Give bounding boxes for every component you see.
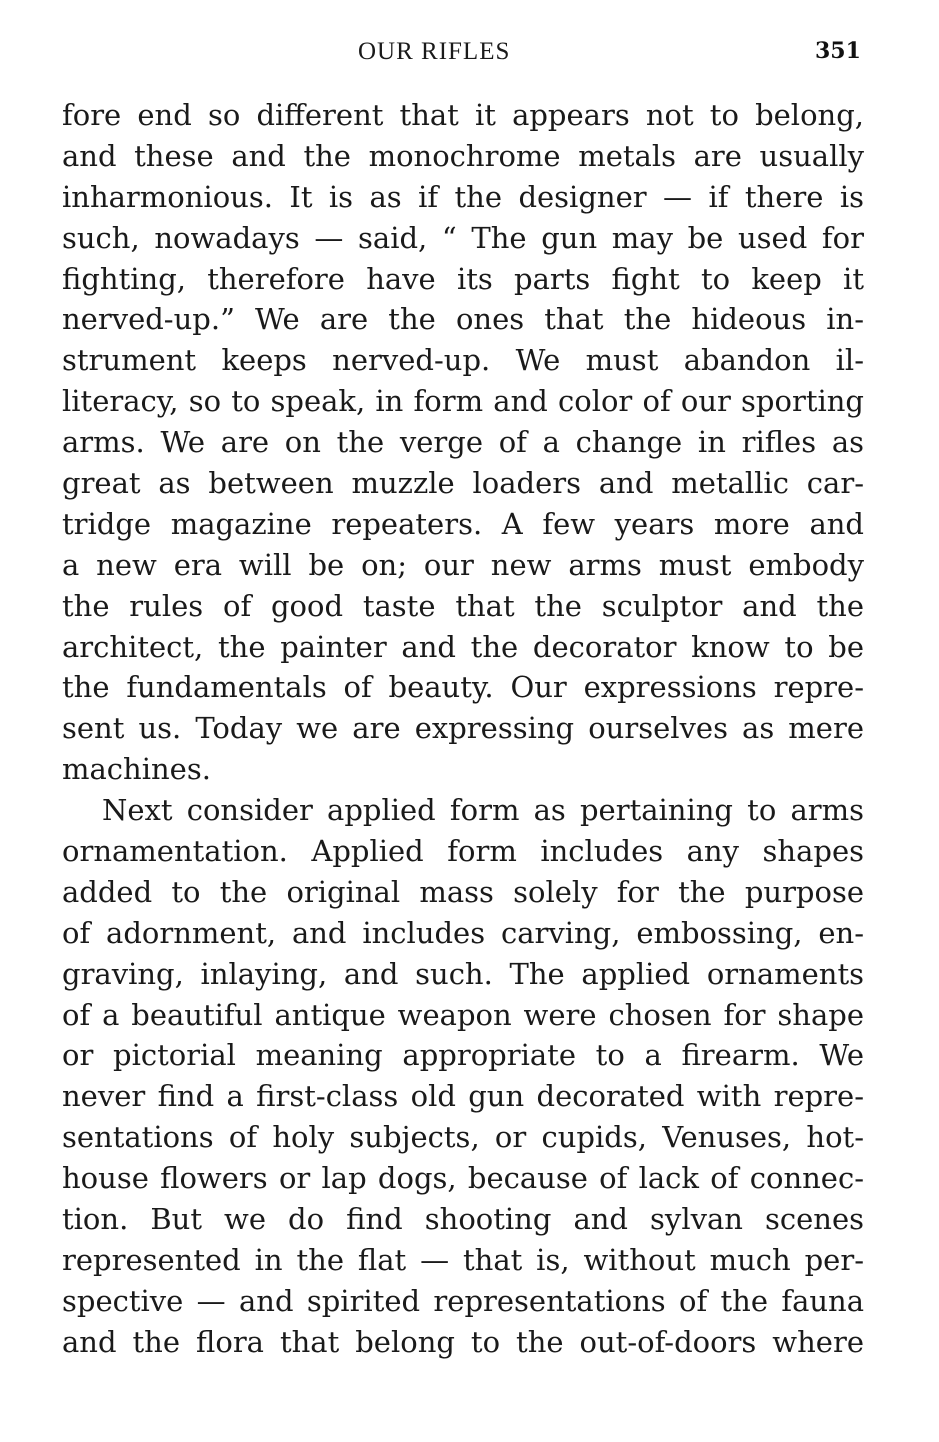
text-line: added to the original mass solely for the purpose: [62, 874, 864, 909]
text-line: fighting, therefore have its parts fight to keep it: [62, 261, 864, 296]
text-line: sentations of holy subjects, or cupids, Venuses, hot-: [62, 1120, 864, 1155]
text-line: strument keeps nerved-up. We must abandon il-: [62, 343, 864, 378]
text-line: and these and the monochrome metals are usually: [62, 138, 864, 173]
page-number: 351: [815, 38, 861, 64]
text-line: great as between muzzle loaders and metallic car-: [62, 466, 864, 501]
text-line: graving, inlaying, and such. The applied ornaments: [62, 956, 864, 991]
text-line: of a beautiful antique weapon were chosen for shape: [62, 997, 864, 1032]
text-line: and the flora that belong to the out-of-doors where: [62, 1324, 864, 1359]
text-line: nerved-up.” We are the ones that the hideous in-: [62, 302, 864, 337]
text-line: ornamentation. Applied form includes any shapes: [62, 834, 864, 869]
text-line: architect, the painter and the decorator know to be: [62, 629, 864, 664]
text-line: of adornment, and includes carving, embossing, en-: [62, 915, 864, 950]
text-line: the fundamentals of beauty. Our expressions repre-: [62, 670, 864, 705]
text-line: never find a first-class old gun decorated with repre-: [62, 1079, 864, 1114]
running-head: [0, 38, 939, 72]
text-line: spective — and spirited representations of the fauna: [62, 1283, 864, 1318]
text-line: represented in the flat — that is, without much per-: [62, 1242, 864, 1277]
paragraph: [62, 790, 864, 1362]
text-line: house flowers or lap dogs, because of lack of connec-: [62, 1161, 864, 1196]
body-text: [62, 95, 864, 1363]
text-line: a new era will be on; our new arms must embody: [62, 547, 864, 582]
text-line: sent us. Today we are expressing ourselves as mere: [62, 711, 864, 746]
text-line: the rules of good taste that the sculptor and the: [62, 588, 864, 623]
text-line: or pictorial meaning appropriate to a firearm. We: [62, 1038, 864, 1073]
text-line: literacy, so to speak, in form and color of our sporting: [62, 384, 864, 419]
text-line: fore end so different that it appears not to belong,: [62, 98, 864, 132]
text-line: Next consider applied form as pertaining to arms: [102, 793, 864, 828]
text-line: machines.: [62, 752, 211, 787]
text-line: inharmonious. It is as if the designer — if there is: [62, 179, 864, 214]
text-line: such, nowadays — said, “ The gun may be used for: [62, 220, 864, 255]
text-line: arms. We are on the verge of a change in rifles as: [62, 425, 864, 460]
paragraph: [62, 95, 864, 790]
running-title: OUR RIFLES: [358, 38, 511, 65]
text-line: tridge magazine repeaters. A few years more and: [62, 506, 864, 541]
text-line: tion. But we do find shooting and sylvan scenes: [62, 1202, 864, 1237]
